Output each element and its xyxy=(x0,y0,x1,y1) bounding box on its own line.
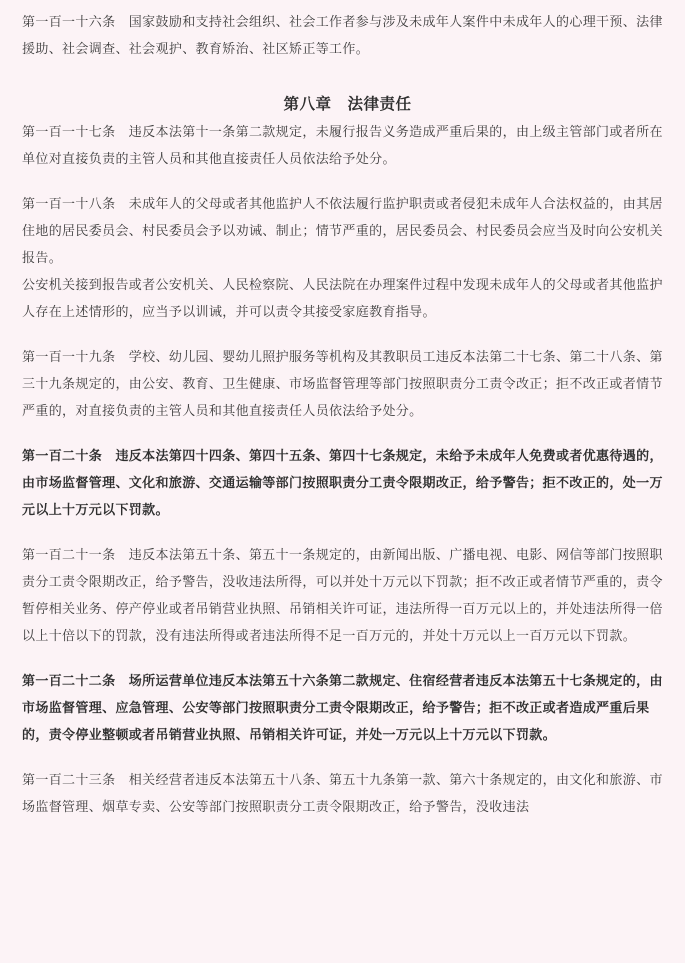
article-122: 第一百二十二条 场所运营单位违反本法第五十六条第二款规定、住宿经营者违反本法第五十七条规定的，由市场监督管理、应急管理、公安等部门按照职责分工责令限期改正，给予警告；拒不改正或者造成严重后果的，责令停业整顿或者吊销营业执照、吊销相关许可证，并处一万元以上十万元以下罚款。 xyxy=(22,674,663,743)
article-116: 第一百一十六条 国家鼓励和支持社会组织、社会工作者参与涉及未成年人案件中未成年人的心理干预、法律援助、社会调查、社会观护、教育矫治、社区矫正等工作。 xyxy=(22,15,663,57)
spacer xyxy=(22,326,669,344)
article-118-paragraph-1: 第一百一十八条 未成年人的父母或者其他监护人不依法履行监护职责或者侵犯未成年人合法权益的，由其居住地的居民委员会、村民委员会予以劝诫、制止；情节严重的，居民委员会、村民委员会应当及时向公安机关报告。 xyxy=(22,197,663,266)
article-123: 第一百二十三条 相关经营者违反本法第五十八条、第五十九条第一款、第六十条规定的，由文化和旅游、市场监督管理、烟草专卖、公安等部门按照职责分工责令限期改正，给予警告，没收违法 xyxy=(22,773,663,815)
spacer xyxy=(22,63,669,89)
article-117: 第一百一十七条 违反本法第十一条第二款规定，未履行报告义务造成严重后果的，由上级主管部门或者所在单位对直接负责的主管人员和其他直接责任人员依法给予处分。 xyxy=(22,125,663,167)
spacer xyxy=(22,425,669,443)
article-119: 第一百一十九条 学校、幼儿园、婴幼儿照护服务等机构及其教职员工违反本法第二十七条、第二十八条、第三十九条规定的，由公安、教育、卫生健康、市场监督管理等部门按照职责分工责令改正；拒不改正或者情节严重的，对直接负责的主管人员和其他直接责任人员依法给予处分。 xyxy=(22,350,663,419)
spacer xyxy=(22,749,669,767)
spacer xyxy=(22,524,669,542)
chapter-title: 第八章 法律责任 xyxy=(283,95,412,113)
article-120: 第一百二十条 违反本法第四十四条、第四十五条、第四十七条规定，未给予未成年人免费或者优惠待遇的，由市场监督管理、文化和旅游、交通运输等部门按照职责分工责令限期改正，给予警告；拒不改正的，处一万元以上十万元以下罚款。 xyxy=(22,449,663,518)
article-121: 第一百二十一条 违反本法第五十条、第五十一条规定的，由新闻出版、广播电视、电影、网信等部门按照职责分工责令限期改正，给予警告，没收违法所得，可以并处十万元以下罚款；拒不改正或者情节严重的，责令暂停相关业务、停产停业或者吊销营业执照、吊销相关许可证，违法所得一百万元以上的，并处违法所得一倍以上十倍以下的罚款，没有违法所得或者违法所得不足一百万元的，并处十万元以上一百万元以下罚款。 xyxy=(22,548,663,644)
spacer xyxy=(22,173,669,191)
spacer xyxy=(22,650,669,668)
article-118-paragraph-2: 公安机关接到报告或者公安机关、人民检察院、人民法院在办理案件过程中发现未成年人的父母或者其他监护人存在上述情形的，应当予以训诫，并可以责令其接受家庭教育指导。 xyxy=(22,278,663,320)
